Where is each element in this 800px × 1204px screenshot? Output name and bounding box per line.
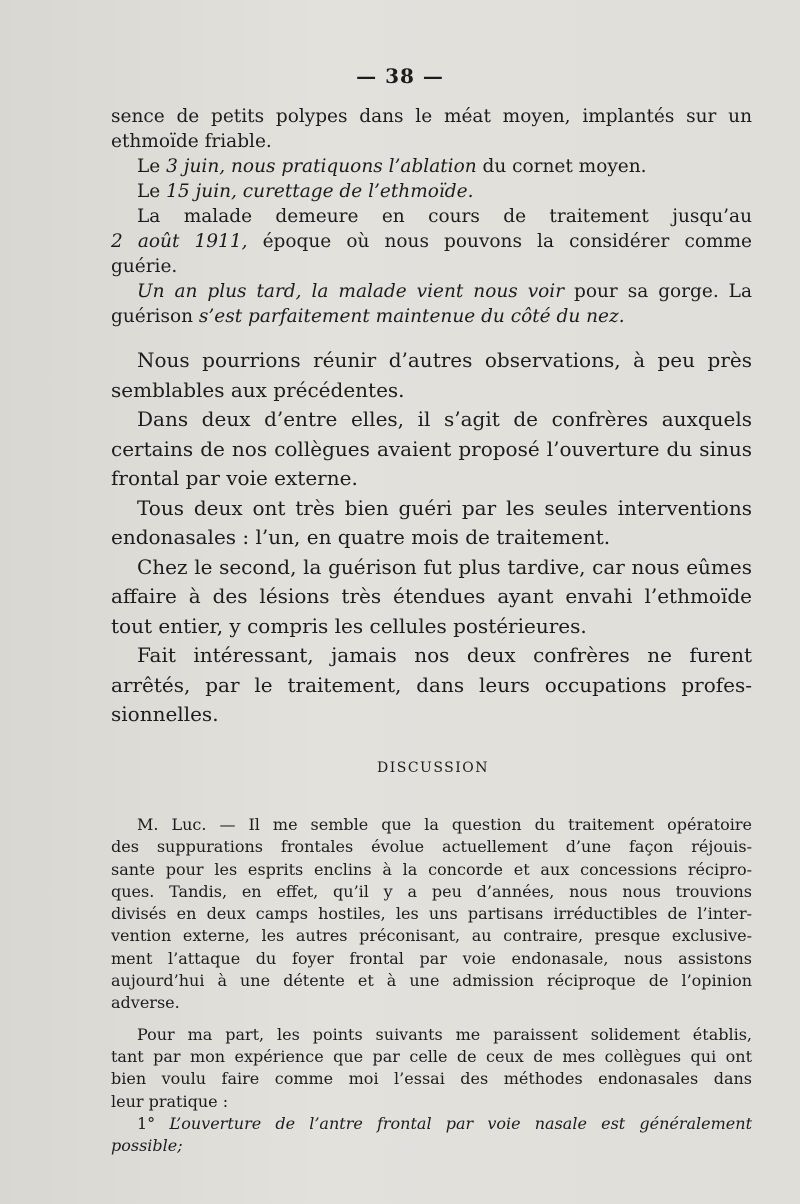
text-line: sionnelles. xyxy=(111,702,219,726)
text-line: bien voulu faire comme moi l’essai des méthodes endonasales dans xyxy=(111,1069,752,1089)
text-line: La malade demeure en cours de traitement jusqu’au xyxy=(137,206,752,227)
text-line: vention externe, les autres préconisant, au contraire, presque exclusive- xyxy=(111,926,752,946)
text-line: sante pour les esprits enclins à la concorde et aux concessions récipro- xyxy=(111,859,752,879)
text-line: Dans deux d’entre elles, il s’agit de confrères auxquels xyxy=(137,407,752,431)
text-line: Le 3 juin, nous pratiquons l’ablation du cornet moyen. xyxy=(137,156,647,177)
text-line: M. Luc. — Il me semble que la question du traitement opératoire xyxy=(137,815,752,834)
text-line: Un an plus tard, la malade vient nous voir pour sa gorge. La xyxy=(137,281,752,302)
text-line: Tous deux ont très bien guéri par les seules interventions xyxy=(137,495,752,520)
text-line: sence de petits polypes dans le méat moyen, implantés sur un xyxy=(111,106,752,127)
text-line: arrêtés, par le traitement, dans leurs occupations profes- xyxy=(111,672,752,697)
text-line: adverse. xyxy=(111,993,180,1013)
text-line: affaire à des lésions très étendues ayant envahi l’ethmoïde xyxy=(111,584,752,608)
discussion-text xyxy=(111,814,752,1157)
text-line: Chez le second, la guérison fut plus tardive, car nous eûmes xyxy=(137,554,752,579)
text-line: 2 août 1911, époque où nous pouvons la considérer comme xyxy=(111,231,752,252)
section-heading: DISCUSSION xyxy=(376,760,490,776)
text-line: ques. Tandis, en effet, qu’il y a peu d’années, nous nous trouvions xyxy=(111,881,752,901)
text-line: guérison s’est parfaitement maintenue du côté du nez. xyxy=(111,306,625,327)
text-line: Fait intéressant, jamais nos deux confrères ne furent xyxy=(137,643,752,667)
page-number: — 38 — xyxy=(356,64,444,88)
text-line: ment l’attaque du foyer frontal par voie endonasale, nous assistons xyxy=(111,948,752,968)
text-line: semblables aux précédentes. xyxy=(111,377,405,402)
text-line: Le 15 juin, curettage de l’ethmoïde. xyxy=(137,181,474,202)
text-line: Pour ma part, les points suivants me paraissent solidement établis, xyxy=(137,1024,752,1044)
text-line: tout entier, y compris les cellules postérieures. xyxy=(111,613,587,638)
text-line: endonasales : l’un, en quatre mois de traitement. xyxy=(111,525,611,549)
observations-paragraphs xyxy=(111,346,752,730)
text-line: guérie. xyxy=(111,256,178,277)
text-line: divisés en deux camps hostiles, les uns partisans irréductibles de l’inter- xyxy=(111,904,752,924)
text-line: ethmoïde friable. xyxy=(111,131,272,152)
text-line: tant par mon expérience que par celle de ceux de mes collègues qui ont xyxy=(111,1046,752,1066)
text-line: possible; xyxy=(111,1136,183,1156)
text-line: Nous pourrions réunir d’autres observations, à peu près xyxy=(137,348,752,372)
list-item-1: 1° L’ouverture de l’antre frontal par voie nasale est généralement xyxy=(137,1113,752,1133)
observation-text xyxy=(111,104,752,329)
text-line: certains de nos collègues avaient proposé l’ouverture du sinus xyxy=(111,436,752,461)
text-line: aujourd’hui à une détente et à une admission réciproque de l’opinion xyxy=(111,971,752,991)
text-line: des suppurations frontales évolue actuellement d’une façon réjouis- xyxy=(111,837,752,857)
text-line: leur pratique : xyxy=(111,1091,229,1111)
text-line: frontal par voie externe. xyxy=(111,466,358,490)
